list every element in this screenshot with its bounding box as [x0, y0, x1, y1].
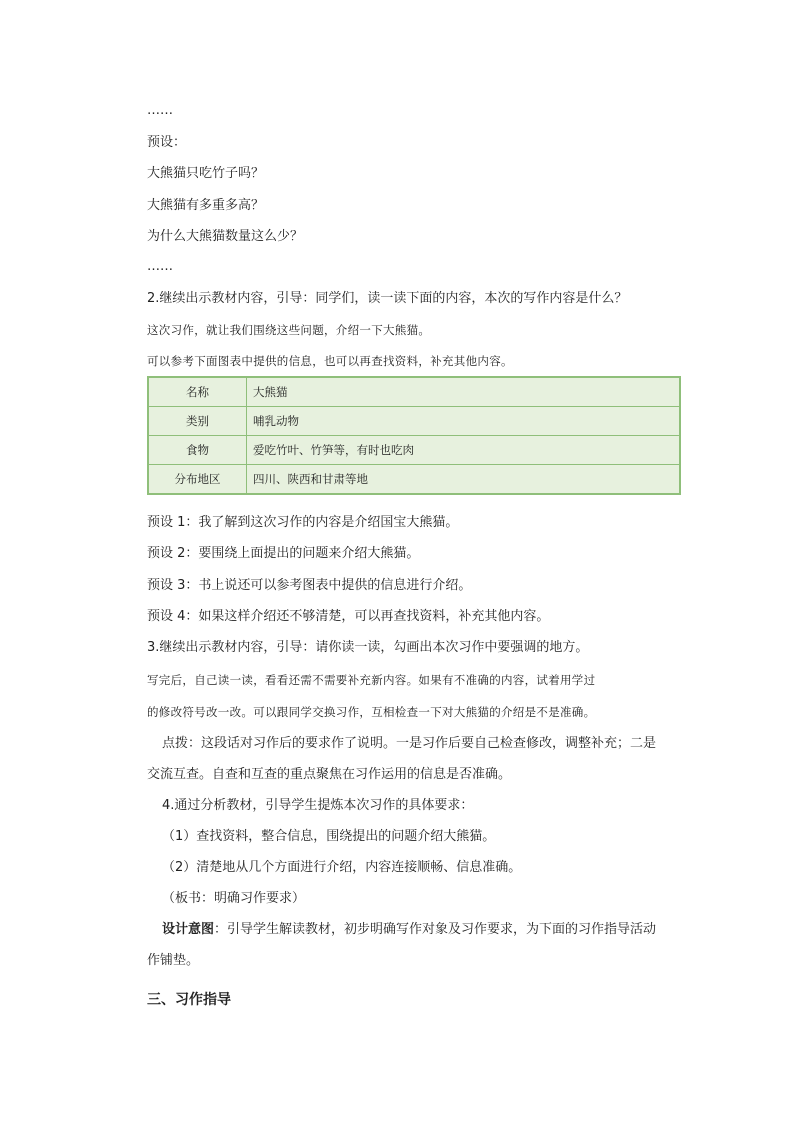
table-value-cell: 爱吃竹叶、竹笋等，有时也吃肉 — [247, 436, 681, 465]
ellipsis-line: …… — [147, 103, 173, 118]
table-value-cell: 大熊猫 — [247, 377, 681, 407]
preset-answer: 预设 2：要围绕上面提出的问题来介绍大熊猫。 — [147, 546, 420, 561]
requirement-item: （2）清楚地从几个方面进行介绍，内容连接顺畅、信息准确。 — [162, 860, 522, 875]
design-intent-line: 作铺垫。 — [147, 953, 200, 968]
table-key-cell: 类别 — [148, 407, 247, 436]
question-line: 大熊猫有多重多高？ — [147, 198, 265, 213]
table-value-cell: 哺乳动物 — [247, 407, 681, 436]
table-row — [148, 465, 680, 495]
table-row — [148, 377, 680, 407]
table-key-cell: 名称 — [148, 377, 247, 407]
design-intent-label: 设计意图 — [162, 922, 215, 937]
textbook-quote-line: 写完后，自己读一读，看看还需不需要补充新内容。如果有不准确的内容，试着用学过 — [147, 673, 596, 687]
step-2-instruction: 2.继续出示教材内容，引导：同学们，读一读下面的内容，本次的写作内容是什么？ — [147, 291, 628, 306]
table-row — [148, 436, 680, 465]
comment-line: 交流互查。自查和互查的重点聚焦在习作运用的信息是否准确。 — [147, 767, 512, 782]
table-key-cell: 食物 — [148, 436, 247, 465]
table-row — [148, 407, 680, 436]
panda-info-table — [147, 376, 681, 495]
requirement-item: （1）查找资料，整合信息，围绕提出的问题介绍大熊猫。 — [162, 829, 496, 844]
table-value-cell: 四川、陕西和甘肃等地 — [247, 465, 681, 495]
table-key-cell: 分布地区 — [148, 465, 247, 495]
step-4-instruction: 4.通过分析教材，引导学生提炼本次习作的具体要求： — [162, 798, 474, 813]
textbook-quote-line: 的修改符号改一改。可以跟同学交换习作，互相检查一下对大熊猫的介绍是不是准确。 — [147, 705, 596, 719]
design-intent-line — [162, 922, 656, 938]
board-note: （板书：明确习作要求） — [162, 891, 306, 906]
textbook-excerpt-line: 这次习作，就让我们围绕这些问题，介绍一下大熊猫。 — [147, 323, 431, 337]
design-intent-text: ：引导学生解读教材，初步明确写作对象及习作要求，为下面的习作指导活动 — [214, 922, 657, 937]
preset-answer: 预设 3：书上说还可以参考图表中提供的信息进行介绍。 — [147, 578, 472, 593]
step-3-instruction: 3.继续出示教材内容，引导：请你读一读，勾画出本次习作中要强调的地方。 — [147, 640, 589, 655]
question-line: 为什么大熊猫数量这么少？ — [147, 229, 304, 244]
preset-label: 预设： — [147, 135, 187, 150]
preset-answer: 预设 1：我了解到这次习作的内容是介绍国宝大熊猫。 — [147, 515, 459, 530]
ellipsis-line: …… — [147, 259, 173, 274]
section-heading: 三、习作指导 — [147, 992, 231, 1008]
textbook-excerpt-line: 可以参考下面图表中提供的信息，也可以再查找资料，补充其他内容。 — [147, 354, 513, 368]
preset-answer: 预设 4：如果这样介绍还不够清楚，可以再查找资料，补充其他内容。 — [147, 609, 550, 624]
question-line: 大熊猫只吃竹子吗？ — [147, 166, 265, 181]
comment-line: 点拨：这段话对习作后的要求作了说明。一是习作后要自己检查修改，调整补充；二是 — [162, 736, 657, 751]
